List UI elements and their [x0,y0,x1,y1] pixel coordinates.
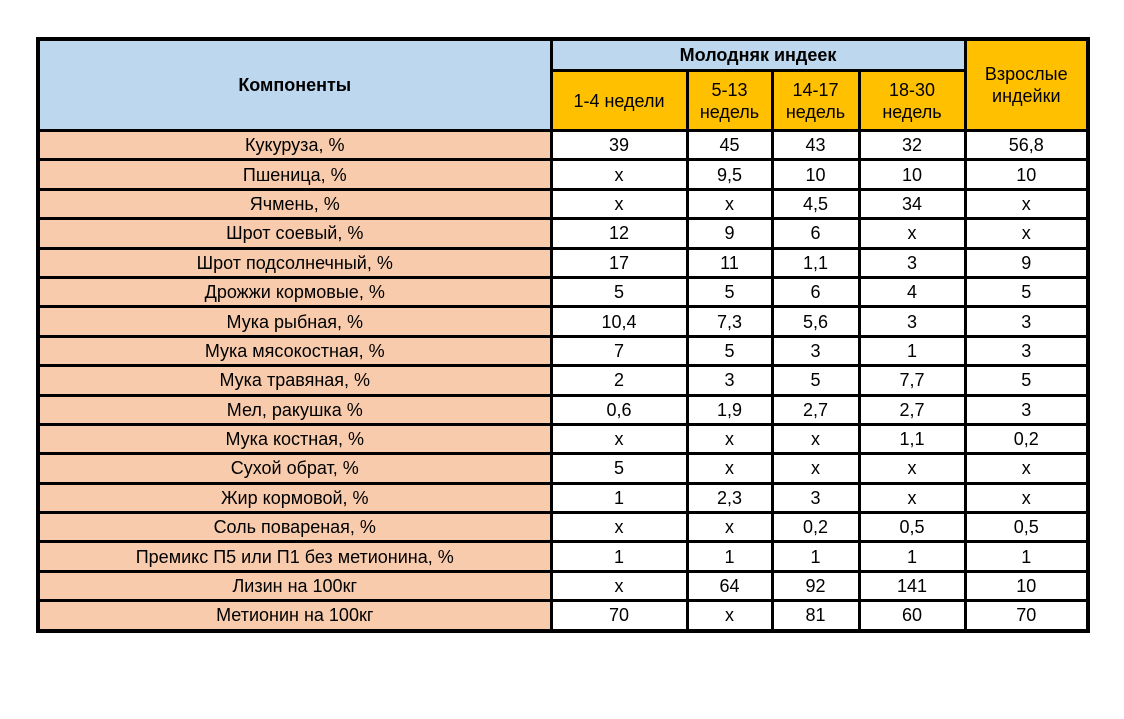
table-cell: 1 [859,336,965,365]
table-cell: 5,6 [772,307,859,336]
row-label: Метионин на 100кг [38,601,551,631]
table-cell: 5 [551,454,687,483]
table-cell: 0,2 [965,424,1088,453]
table-row [38,542,1088,571]
table-row [38,307,1088,336]
table-cell: 3 [859,248,965,277]
row-label: Мука мясокостная, % [38,336,551,365]
table-cell: 2,3 [687,483,772,512]
table-cell: 6 [772,219,859,248]
row-label: Мука костная, % [38,424,551,453]
table-cell: х [551,571,687,600]
table-cell: 60 [859,601,965,631]
table-cell: х [551,513,687,542]
table-cell: 0,2 [772,513,859,542]
table-cell: 3 [772,336,859,365]
table-cell: 10 [859,160,965,189]
table-cell: 3 [772,483,859,512]
table-cell: 1 [551,483,687,512]
table-cell: 1,9 [687,395,772,424]
table-cell: 70 [965,601,1088,631]
table-cell: 1 [859,542,965,571]
row-label: Премикс П5 или П1 без метионина, % [38,542,551,571]
row-label: Мел, ракушка % [38,395,551,424]
table-cell: 2 [551,366,687,395]
table-cell: х [965,189,1088,218]
table-cell: х [772,424,859,453]
row-label: Жир кормовой, % [38,483,551,512]
table-cell: 2,7 [772,395,859,424]
table-cell: 0,6 [551,395,687,424]
table-cell: 11 [687,248,772,277]
table-cell: х [687,454,772,483]
table-row [38,513,1088,542]
table-cell: 9,5 [687,160,772,189]
table-cell: 7,3 [687,307,772,336]
table-cell: 10 [965,571,1088,600]
table-cell: х [687,424,772,453]
table-cell: 70 [551,601,687,631]
table-cell: х [859,454,965,483]
table-cell: 0,5 [965,513,1088,542]
row-label: Шрот подсолнечный, % [38,248,551,277]
table-row [38,160,1088,189]
table-cell: х [551,424,687,453]
table-cell: 3 [965,395,1088,424]
table-row [38,219,1088,248]
table-cell: 9 [687,219,772,248]
table-cell: 6 [772,277,859,306]
table-row [38,277,1088,306]
table-cell: х [687,189,772,218]
table-cell: х [551,189,687,218]
header-components: Компоненты [38,39,551,131]
header-age-col: 14-17 недель [772,71,859,131]
table-cell: х [965,454,1088,483]
table-row [38,483,1088,512]
header-young-turkeys: Молодняк индеек [551,39,965,71]
table-cell: 3 [965,307,1088,336]
table-cell: 3 [965,336,1088,365]
table-row [38,131,1088,160]
table-row [38,424,1088,453]
row-label: Дрожжи кормовые, % [38,277,551,306]
table-cell: 5 [687,277,772,306]
table-cell: 4 [859,277,965,306]
table-cell: 39 [551,131,687,160]
table-cell: 1 [772,542,859,571]
table-cell: 17 [551,248,687,277]
table-cell: 3 [859,307,965,336]
table-row [38,189,1088,218]
table-cell: 5 [965,366,1088,395]
table-cell: х [687,601,772,631]
table-cell: х [551,160,687,189]
table-cell: 43 [772,131,859,160]
table-row [38,571,1088,600]
row-label: Соль повареная, % [38,513,551,542]
header-age-col: 18-30 недель [859,71,965,131]
table-cell: 0,5 [859,513,965,542]
table-cell: 32 [859,131,965,160]
header-adult-turkeys: Взрослые индейки [965,39,1088,131]
row-label: Кукуруза, % [38,131,551,160]
table-cell: 10 [965,160,1088,189]
table-cell: 7 [551,336,687,365]
table-cell: 10 [772,160,859,189]
table-cell: х [859,219,965,248]
table-cell: 34 [859,189,965,218]
table-cell: х [772,454,859,483]
table-cell: 1 [965,542,1088,571]
row-label: Пшеница, % [38,160,551,189]
table-cell: 3 [687,366,772,395]
table-cell: 5 [687,336,772,365]
table-cell: 4,5 [772,189,859,218]
table-cell: х [965,219,1088,248]
table-cell: х [687,513,772,542]
row-label: Мука травяная, % [38,366,551,395]
table-row [38,366,1088,395]
table-cell: 45 [687,131,772,160]
table-cell: 5 [772,366,859,395]
table-cell: х [859,483,965,512]
table-row [38,601,1088,631]
table-row [38,395,1088,424]
row-label: Мука рыбная, % [38,307,551,336]
row-label: Шрот соевый, % [38,219,551,248]
table-cell: 5 [551,277,687,306]
header-age-col: 5-13 недель [687,71,772,131]
table-row [38,336,1088,365]
table-row [38,248,1088,277]
table-cell: 81 [772,601,859,631]
row-label: Ячмень, % [38,189,551,218]
header-age-col: 1-4 недели [551,71,687,131]
table-cell: 12 [551,219,687,248]
row-label: Сухой обрат, % [38,454,551,483]
table-cell: х [965,483,1088,512]
table-cell: 1 [687,542,772,571]
table-cell: 64 [687,571,772,600]
table-cell: 141 [859,571,965,600]
table-cell: 92 [772,571,859,600]
table-cell: 5 [965,277,1088,306]
table-cell: 10,4 [551,307,687,336]
table-cell: 1,1 [859,424,965,453]
table-cell: 9 [965,248,1088,277]
table-cell: 1,1 [772,248,859,277]
table-row [38,454,1088,483]
feed-composition-table [36,37,1090,633]
table-cell: 56,8 [965,131,1088,160]
table-cell: 2,7 [859,395,965,424]
table-cell: 7,7 [859,366,965,395]
row-label: Лизин на 100кг [38,571,551,600]
table-cell: 1 [551,542,687,571]
